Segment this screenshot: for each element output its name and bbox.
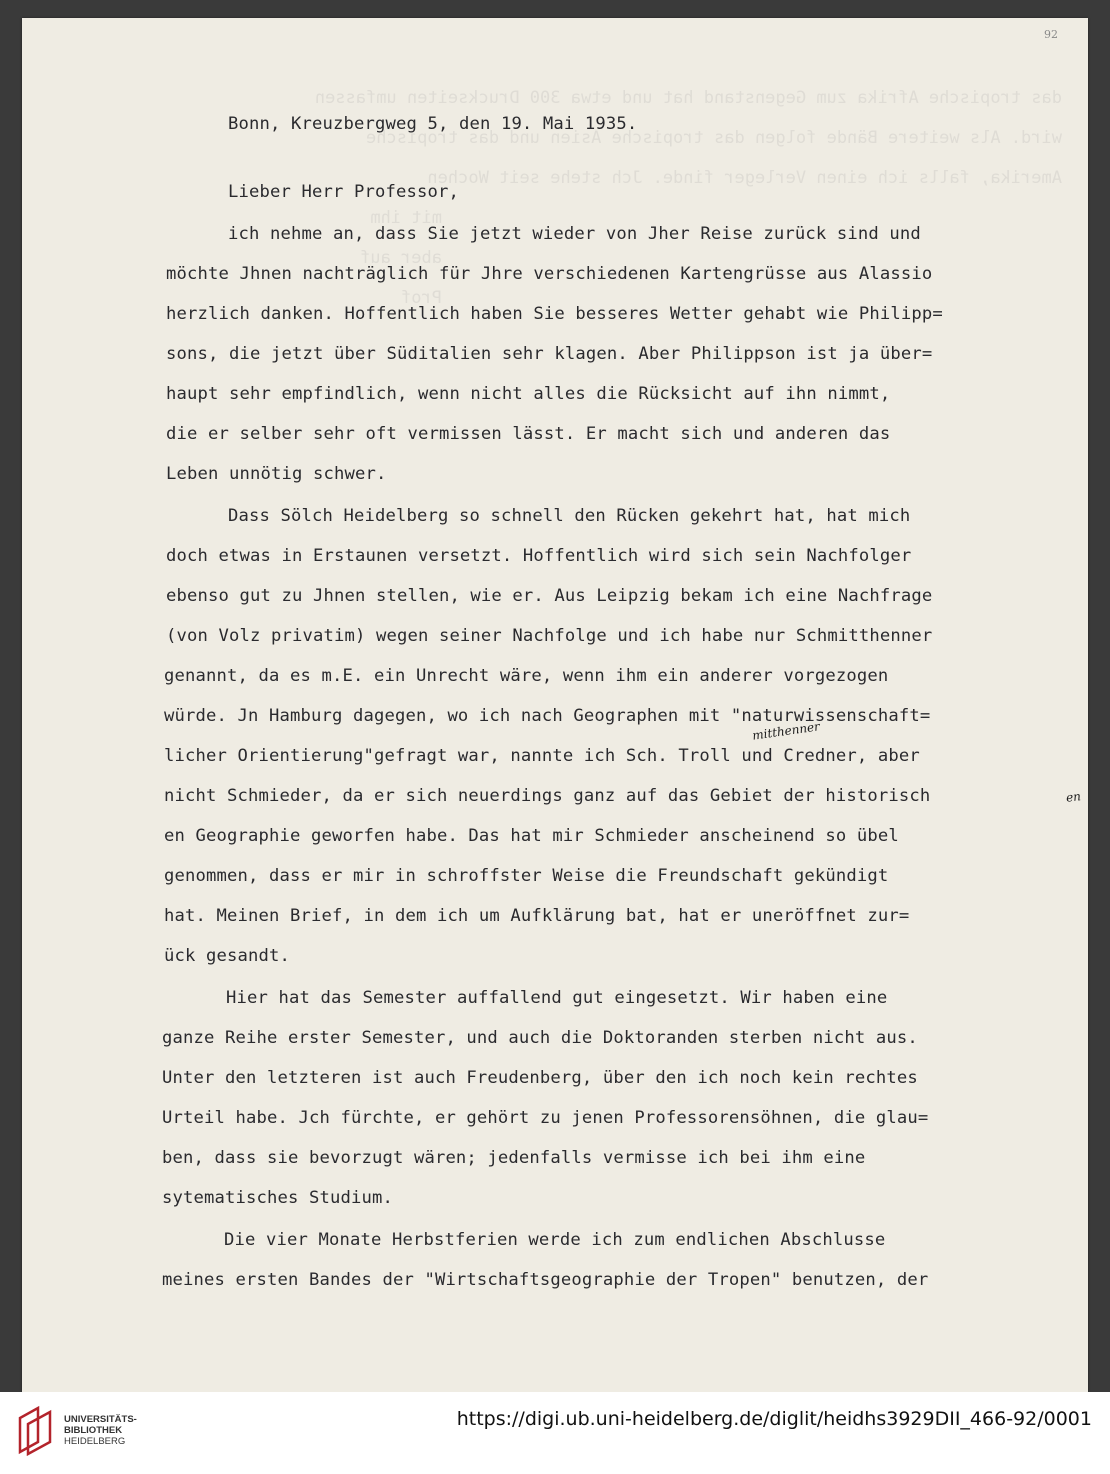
letter-line: sytematisches Studium. (162, 1188, 393, 1208)
handwritten-insertion: mitthenner (751, 719, 821, 743)
library-logo-text (64, 1414, 137, 1447)
letter-line: nicht Schmieder, da er sich neuerdings ganz auf das Gebiet der historisch (164, 786, 931, 806)
letter-line: herzlich danken. Hoffentlich haben Sie besseres Wetter gehabt wie Philipp= (166, 304, 943, 324)
letter-line: ebenso gut zu Jhnen stellen, wie er. Aus Leipzig bekam ich eine Nachfrage (166, 586, 933, 606)
letter-line: Leben unnötig schwer. (166, 464, 387, 484)
letter-date-line: Bonn, Kreuzbergweg 5, den 19. Mai 1935. (228, 114, 638, 134)
letter-line: sons, die jetzt über Süditalien sehr klagen. Aber Philippson ist ja über= (166, 344, 933, 364)
letter-line: meines ersten Bandes der "Wirtschaftsgeographie der Tropen" benutzen, der (162, 1270, 929, 1290)
logo-line: UNIVERSITÄTS- (64, 1414, 137, 1425)
letter-line: Hier hat das Semester auffallend gut eingesetzt. Wir haben eine (226, 988, 888, 1008)
logo-line: BIBLIOTHEK (64, 1425, 123, 1436)
letter-line: ganze Reihe erster Semester, und auch die Doktoranden sterben nicht aus. (162, 1028, 918, 1048)
bleed-line: das tropische Afrika zum Gegenstand hat und etwa 300 Druckseiten umfassen (314, 88, 1062, 108)
bleed-line: aber auf (360, 248, 442, 268)
letter-line: Unter den letzteren ist auch Freudenberg, über den ich noch kein rechtes (162, 1068, 918, 1088)
logo-line: HEIDELBERG (64, 1436, 126, 1447)
bleed-line: wird. Als weitere Bände folgen das tropische Asien und das tropische (366, 128, 1062, 148)
letter-line: genommen, dass er mir in schroffster Weise die Freundschaft gekündigt (164, 866, 889, 886)
bleed-line: Prof (401, 288, 442, 308)
letter-line: ich nehme an, dass Sie jetzt wieder von Jher Reise zurück sind und (228, 224, 921, 244)
letter-line: ben, dass sie bevorzugt wären; jedenfalls vermisse ich bei ihm eine (162, 1148, 866, 1168)
letter-line: hat. Meinen Brief, in dem ich um Aufklärung bat, hat er uneröffnet zur= (164, 906, 910, 926)
letter-line: ück gesandt. (164, 946, 290, 966)
letter-line: (von Volz privatim) wegen seiner Nachfolge und ich habe nur Schmitthenner (166, 626, 933, 646)
letter-line: haupt sehr empfindlich, wenn nicht alles die Rücksicht auf ihn nimmt, (166, 384, 891, 404)
letter-line: licher Orientierung"gefragt war, nannte ich Sch. Troll und Credner, aber (164, 746, 920, 766)
letter-line: Urteil habe. Jch fürchte, er gehört zu jenen Professorensöhnen, die glau= (162, 1108, 929, 1128)
bleed-line: mit ihm (370, 208, 442, 228)
handwritten-insertion: en (1065, 789, 1082, 805)
letter-line: möchte Jhnen nachträglich für Jhre verschiedenen Kartengrüsse aus Alassio (166, 264, 933, 284)
letter-line: genannt, da es m.E. ein Unrecht wäre, wenn ihm ein anderer vorgezogen (164, 666, 889, 686)
letter-line: würde. Jn Hamburg dagegen, wo ich nach Geographen mit "naturwissenschaft= (164, 706, 931, 726)
letter-line: Die vier Monate Herbstferien werde ich zum endlichen Abschlusse (224, 1230, 886, 1250)
letter-page (22, 18, 1088, 1392)
letter-line: die er selber sehr oft vermissen lässt. Er macht sich und anderen das (166, 424, 891, 444)
library-logo-icon (16, 1404, 56, 1456)
letter-salutation: Lieber Herr Professor, (228, 182, 459, 202)
letter-line: Dass Sölch Heidelberg so schnell den Rücken gekehrt hat, hat mich (228, 506, 911, 526)
bleed-line: Amerika, falls ich einen Verleger finde. Jch stehe seit Wochen (427, 168, 1062, 188)
letter-line: en Geographie geworfen habe. Das hat mir Schmieder anscheinend so übel (164, 826, 899, 846)
letter-line: doch etwas in Erstaunen versetzt. Hoffentlich wird sich sein Nachfolger (166, 546, 912, 566)
folio-number: 92 (1044, 28, 1058, 41)
viewer-footer (0, 1392, 1110, 1474)
document-url-link[interactable]: https://digi.ub.uni-heidelberg.de/diglit/heidhs3929DII_466-92/0001 (456, 1408, 1092, 1430)
